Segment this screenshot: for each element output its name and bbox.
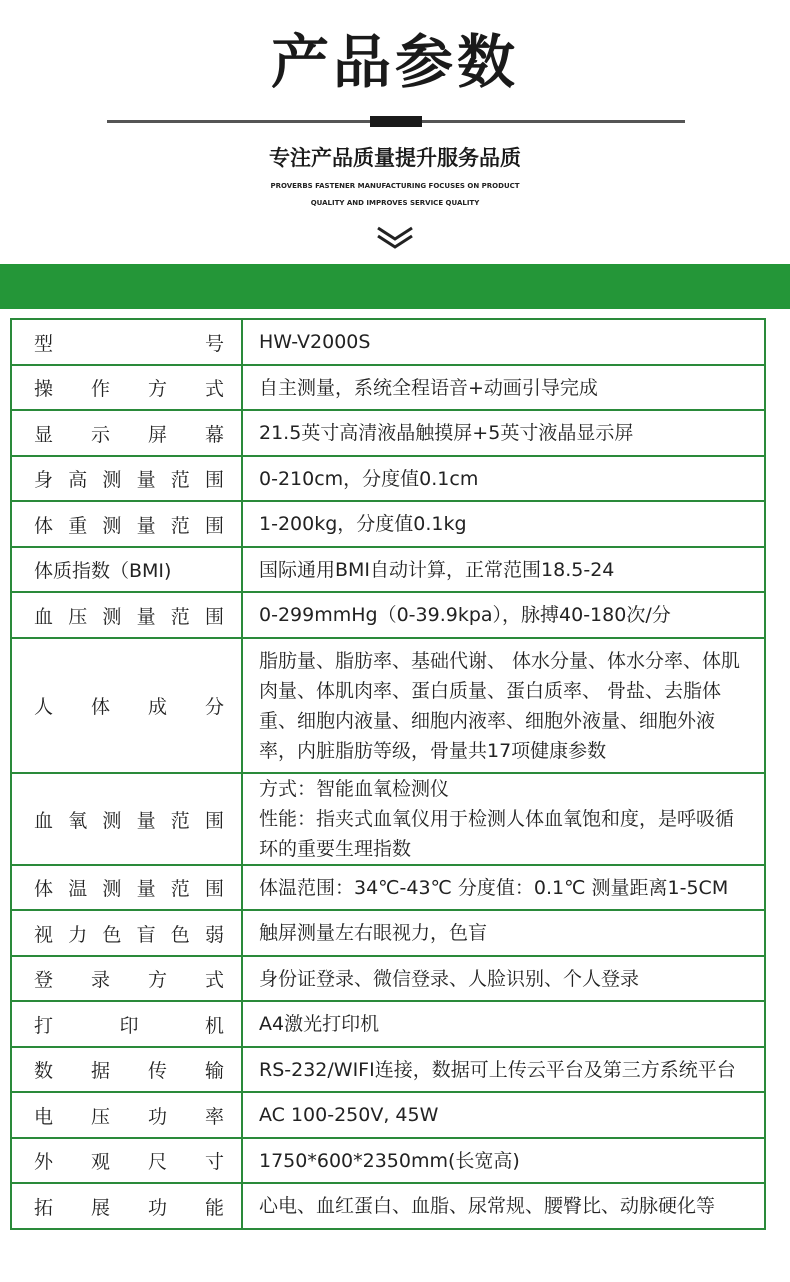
spec-value: 自主测量，系统全程语音+动画引导完成 [259, 376, 598, 399]
spec-label-cell [11, 410, 242, 456]
spec-label: 体质指数（BMI) [34, 560, 172, 582]
spec-label-char: 数 [34, 1060, 54, 1082]
spec-label-char: 率 [204, 1105, 224, 1128]
spec-label-cell [11, 1138, 242, 1183]
spec-value: HW-V2000S [259, 331, 371, 353]
spec-value: 0-210cm，分度值0.1cm [259, 467, 479, 490]
spec-label-char: 尺 [147, 1151, 167, 1173]
spec-label-cell [11, 773, 242, 865]
spec-row [11, 501, 765, 547]
spec-label-char: 量 [136, 878, 156, 900]
spec-label-char: 视 [34, 923, 54, 946]
spec-label [34, 1193, 224, 1220]
spec-label-char: 操 [34, 378, 54, 400]
spec-value-cell [242, 638, 765, 773]
spec-label-char: 测 [102, 605, 122, 628]
spec-label-cell [11, 1047, 242, 1092]
spec-label-char: 分 [204, 696, 224, 718]
spec-value: 21.5英寸高清液晶触摸屏+5英寸液晶显示屏 [259, 422, 634, 444]
english-tagline-1: PROVERBS FASTENER MANUFACTURING FOCUSES ON PRODUCT [270, 182, 520, 190]
spec-value-cell [242, 1047, 765, 1092]
spec-row [11, 1138, 765, 1183]
spec-label-char: 功 [147, 1105, 167, 1128]
spec-label-char: 方 [147, 969, 167, 991]
spec-label-char: 能 [204, 1196, 224, 1219]
spec-label-char: 氧 [68, 809, 88, 832]
spec-value-cell [242, 410, 765, 456]
spec-label-char: 量 [136, 469, 156, 491]
spec-value-cell [242, 319, 765, 365]
spec-row [11, 1183, 765, 1229]
spec-label [34, 874, 224, 901]
spec-label-char: 量 [136, 514, 156, 537]
spec-label-char: 弱 [204, 923, 224, 946]
spec-label-char: 式 [204, 378, 224, 400]
spec-value: 国际通用BMI自动计算，正常范围18.5-24 [259, 558, 615, 581]
spec-row [11, 410, 765, 456]
spec-label-char: 显 [34, 423, 54, 446]
spec-label-char: 电 [34, 1105, 54, 1128]
spec-label-char: 量 [136, 605, 156, 628]
spec-table [10, 318, 766, 1230]
spec-value: 方式：智能血氧检测仪 性能：指夹式血氧仪用于检测人体血氧饱和度，是呼吸循环的重要生理指数 [259, 778, 735, 860]
spec-label-char: 号 [204, 332, 224, 355]
spec-label-char: 围 [204, 514, 224, 537]
spec-row [11, 1001, 765, 1047]
spec-label-char: 高 [68, 469, 88, 491]
spec-label-cell [11, 592, 242, 638]
spec-label-cell [11, 456, 242, 501]
spec-value: 体温范围：34℃-43℃ 分度值：0.1℃ 测量距离1-5CM [259, 876, 729, 899]
spec-label-char: 机 [204, 1014, 224, 1037]
spec-label-char: 传 [147, 1060, 167, 1082]
spec-label-cell [11, 1092, 242, 1138]
spec-label [34, 420, 224, 447]
spec-label [34, 465, 224, 492]
spec-value-cell [242, 501, 765, 547]
spec-label-char: 压 [90, 1105, 110, 1128]
spec-label-char: 压 [68, 605, 88, 628]
spec-row [11, 1092, 765, 1138]
spec-label-char: 测 [102, 878, 122, 900]
spec-label-cell [11, 365, 242, 410]
spec-label-char: 力 [68, 923, 88, 946]
spec-label-char: 输 [204, 1060, 224, 1082]
spec-label-cell [11, 501, 242, 547]
spec-value: 触屏测量左右眼视力，色盲 [259, 922, 488, 944]
spec-label-char: 寸 [204, 1151, 224, 1173]
english-tagline-2: QUALITY AND IMPROVES SERVICE QUALITY [310, 199, 480, 207]
spec-label [34, 1011, 224, 1038]
spec-label [34, 374, 224, 401]
spec-row [11, 865, 765, 910]
spec-label-char: 打 [34, 1014, 54, 1037]
spec-label-cell [11, 1001, 242, 1047]
spec-label-char: 血 [34, 809, 54, 832]
spec-value-cell [242, 1092, 765, 1138]
spec-row [11, 456, 765, 501]
spec-value: A4激光打印机 [259, 1013, 380, 1035]
spec-value-cell [242, 865, 765, 910]
spec-label-char: 测 [102, 469, 122, 491]
spec-label [34, 1147, 224, 1174]
spec-label-char: 幕 [204, 423, 224, 446]
spec-value: RS-232/WIFI连接，数据可上传云平台及第三方系统平台 [259, 1058, 736, 1081]
spec-row [11, 638, 765, 773]
spec-value-cell [242, 365, 765, 410]
spec-label-char: 围 [204, 605, 224, 628]
spec-label-char: 色 [170, 923, 190, 946]
spec-label-char: 温 [68, 878, 88, 900]
spec-label-cell [11, 547, 242, 592]
spec-value: 0-299mmHg（0-39.9kpa），脉搏40-180次/分 [259, 604, 671, 626]
spec-label-char: 围 [204, 469, 224, 491]
spec-label-char: 成 [147, 696, 167, 718]
spec-row [11, 592, 765, 638]
spec-label-cell [11, 319, 242, 365]
spec-label [34, 511, 224, 538]
spec-value-cell [242, 773, 765, 865]
spec-label-char: 范 [170, 514, 190, 537]
spec-label-char: 作 [90, 378, 110, 400]
spec-value: 1-200kg，分度值0.1kg [259, 513, 467, 535]
spec-label-char: 血 [34, 605, 54, 628]
spec-value-cell [242, 1138, 765, 1183]
spec-label [34, 329, 224, 356]
spec-label-char: 量 [136, 809, 156, 832]
page-subtitle: 专注产品质量提升服务品质 [269, 146, 521, 170]
spec-label-char: 拓 [34, 1196, 54, 1219]
title-divider-mark [370, 116, 422, 127]
spec-value-cell [242, 956, 765, 1001]
spec-label-char: 围 [204, 809, 224, 832]
spec-label [34, 692, 224, 719]
spec-label-char: 录 [90, 969, 110, 991]
spec-label-cell [11, 910, 242, 956]
page-title: 产品参数 [270, 28, 519, 96]
double-chevron-down-icon [376, 226, 414, 250]
spec-label-char: 人 [34, 696, 54, 718]
spec-label-char: 体 [34, 514, 54, 537]
spec-label-cell [11, 956, 242, 1001]
spec-label-char: 测 [102, 514, 122, 537]
spec-label-char: 范 [170, 809, 190, 832]
spec-value-cell [242, 1001, 765, 1047]
spec-label-char: 色 [102, 923, 122, 946]
spec-label-char: 型 [34, 332, 54, 355]
spec-value: 心电、血红蛋白、血脂、尿常规、腰臀比、动脉硬化等 [259, 1195, 716, 1217]
spec-label [34, 965, 224, 992]
spec-row [11, 773, 765, 865]
spec-value-cell [242, 456, 765, 501]
spec-value: 身份证登录、微信登录、人脸识别、个人登录 [259, 967, 640, 990]
spec-label-char: 范 [170, 605, 190, 628]
spec-value-cell [242, 547, 765, 592]
spec-row [11, 547, 765, 592]
spec-label-char: 盲 [136, 923, 156, 946]
spec-row [11, 956, 765, 1001]
spec-value: 1750*600*2350mm(长宽高) [259, 1149, 520, 1172]
spec-value-cell [242, 1183, 765, 1229]
spec-label-char: 方 [147, 378, 167, 400]
spec-label-cell [11, 638, 242, 773]
spec-label-char: 示 [90, 423, 110, 446]
spec-label-char: 外 [34, 1151, 54, 1173]
spec-label-cell [11, 1183, 242, 1229]
spec-label-char: 测 [102, 809, 122, 832]
spec-row [11, 365, 765, 410]
spec-label-char: 功 [147, 1196, 167, 1219]
spec-value: 脂肪量、脂肪率、基础代谢、 体水分量、体水分率、体肌肉量、体肌肉率、蛋白质量、蛋白质率、 骨盐、去脂体重、细胞内液量、细胞内液率、细胞外液量、细胞外液率，内脏脂肪等级，骨量共17项健康参数 [259, 649, 741, 762]
green-banner [0, 264, 790, 309]
spec-value-cell [242, 910, 765, 956]
spec-label-char: 登 [34, 969, 54, 991]
spec-label-char: 身 [34, 469, 54, 491]
spec-value: AC 100-250V, 45W [259, 1104, 439, 1126]
spec-label [34, 602, 224, 629]
spec-label [34, 806, 224, 833]
spec-label-char: 式 [204, 969, 224, 991]
spec-label-char: 体 [90, 696, 110, 718]
spec-label-char: 范 [170, 469, 190, 491]
spec-value-cell [242, 592, 765, 638]
spec-label-char: 观 [90, 1151, 110, 1173]
spec-label [34, 1056, 224, 1083]
spec-row [11, 910, 765, 956]
spec-label-char: 印 [119, 1014, 139, 1037]
spec-label-char: 范 [170, 878, 190, 900]
spec-label [34, 1102, 224, 1129]
spec-label-char: 重 [68, 514, 88, 537]
spec-label-char: 展 [90, 1196, 110, 1219]
spec-label-cell [11, 865, 242, 910]
spec-label-char: 屏 [147, 423, 167, 446]
spec-label-char: 围 [204, 878, 224, 900]
spec-label-char: 据 [90, 1060, 110, 1082]
spec-label [34, 920, 224, 947]
spec-row [11, 1047, 765, 1092]
spec-label-char: 体 [34, 878, 54, 900]
spec-row [11, 319, 765, 365]
